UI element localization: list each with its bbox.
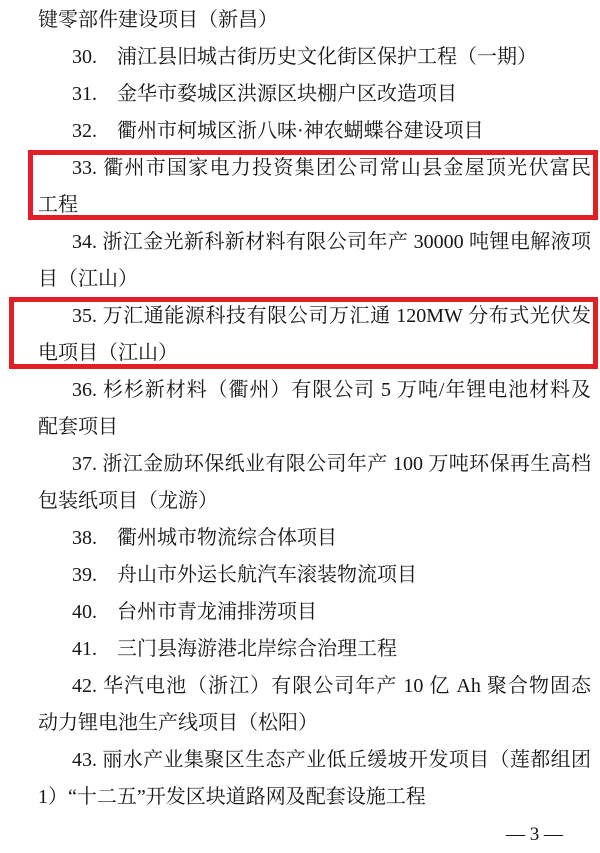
list-item-42-line-1: 42. 华汽电池（浙江）有限公司年产 10 亿 Ah 聚合物固态	[72, 675, 591, 697]
list-item-36-line-2: 配套项目	[38, 416, 118, 438]
list-item-34-line-2: 目（江山）	[38, 268, 138, 290]
list-item-33-line-2: 工程	[38, 194, 78, 216]
list-item-42-line-2: 动力锂电池生产线项目（松阳）	[38, 712, 318, 734]
list-item-33-line-1: 33. 衢州市国家电力投资集团公司常山县金屋顶光伏富民	[72, 157, 591, 179]
list-item-36-line-1: 36. 杉杉新材料（衢州）有限公司 5 万吨/年锂电池材料及	[72, 379, 591, 401]
list-item-37-line-1: 37. 浙江金励环保纸业有限公司年产 100 万吨环保再生高档	[72, 453, 591, 475]
list-item-38: 38. 衢州城市物流综合体项目	[72, 527, 337, 549]
list-item-39: 39. 舟山市外运长航汽车滚装物流项目	[72, 564, 417, 586]
carryover-line: 键零部件建设项目（新昌）	[38, 9, 278, 31]
page-number: — 3 —	[506, 824, 563, 845]
list-item-41: 41. 三门县海游港北岸综合治理工程	[72, 638, 397, 660]
list-item-40: 40. 台州市青龙浦排涝项目	[72, 601, 317, 623]
list-item-32: 32. 衢州市柯城区浙八味·神农蝴蝶谷建设项目	[72, 120, 484, 142]
list-item-43-line-2: 1）“十二五”开发区块道路网及配套设施工程	[38, 786, 426, 808]
list-item-35-line-1: 35. 万汇通能源科技有限公司万汇通 120MW 分布式光伏发	[72, 305, 591, 327]
list-item-37-line-2: 包装纸项目（龙游）	[38, 490, 218, 512]
list-item-35-line-2: 电项目（江山）	[38, 342, 178, 364]
list-item-30: 30. 浦江县旧城古街历史文化街区保护工程（一期）	[72, 46, 537, 68]
list-item-31: 31. 金华市婺城区洪源区块棚户区改造项目	[72, 83, 457, 105]
list-item-43-line-1: 43. 丽水产业集聚区生态产业低丘缓坡开发项目（莲都组团	[72, 749, 591, 771]
list-item-34-line-1: 34. 浙江金光新科新材料有限公司年产 30000 吨锂电解液项	[72, 231, 591, 253]
